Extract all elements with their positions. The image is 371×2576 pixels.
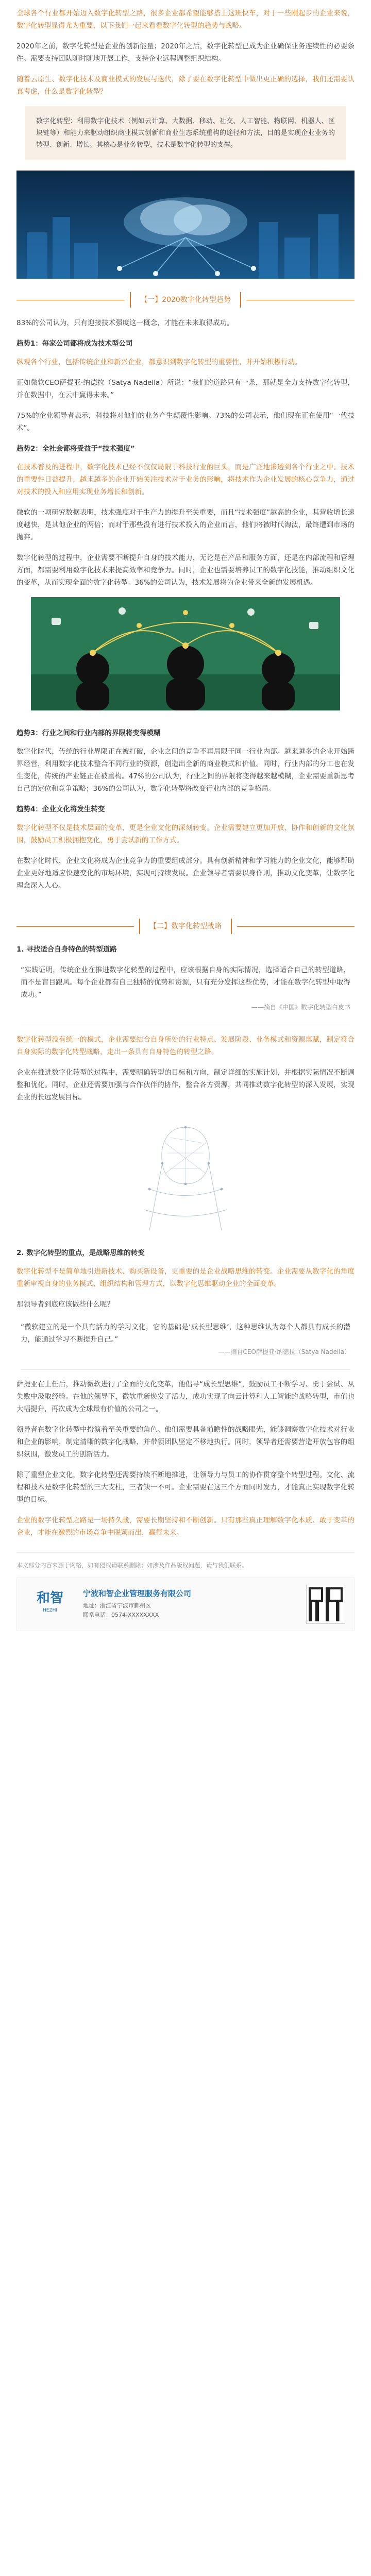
trend-4-title: 趋势4：企业文化将发生转变	[16, 805, 105, 814]
trend-2-orange-paragraph: 在技术普及的进程中，数字化技术已经不仅仅局限于科技行业的巨头，而是广泛地渗透到各个行业之中。技术的重要性日益提升，越来越多的企业开始关注技术对于业务的影响，将技术作为企业发展的核心竞争力，通过对技术的投入和应用实现业务增长和创新。	[16, 463, 355, 496]
trend-4-paragraph-1: 在数字化时代，企业文化将成为企业竞争力的重要组成部分。具有创新精神和学习能力的企业文化，能够帮助企业更好地适应快速变化的市场环境，实现可持续发展。企业领导者需要以身作则，推动文化变革，让数字化理念深入人心。	[16, 857, 355, 890]
trend-3-paragraph-1: 数字化时代，传统的行业界限正在被打破，企业之间的竞争不再局限于同一行业内部。越来越多的企业开始跨界经营，利用数字化技术整合不同行业的资源，创造出全新的商业模式和价值。同时，行业内部的分工也在发生变化，传统的产业链正在被重构。47%的公司认为，行业之间的界限将变得越来越模糊，企业需要重新思考自己的定位和竞争策略；36%的公司认为，数字化转型将改变行业内部的竞争格局。	[16, 748, 355, 793]
intro-section	[0, 7, 371, 98]
quote-source: ——摘自CEO萨提亚·纳德拉（Satya Nadella）	[218, 1348, 350, 1355]
section-title-trends	[16, 292, 355, 308]
company-address: 地址：浙江省宁波市鄞州区	[83, 1602, 151, 1609]
section-title-text: 【一】2020数字化转型趋势	[130, 292, 241, 308]
divider	[21, 1369, 350, 1370]
strategy-2-body-continued	[0, 1378, 371, 1539]
trend-2-title: 趋势2：全社会都将受益于“技术强度”	[16, 445, 135, 453]
intro-paragraph-3: 随着云原生、数字化技术及商业模式的发展与迭代，除了要在数字化转型中做出更正确的选择，我们还需要认真考虑，什么是数字化转型？	[16, 75, 355, 96]
trends-intro-text: 83%的公司认为，只有迎接技术强度这一概念，才能在未来取得成功。	[16, 319, 234, 327]
divider	[16, 926, 134, 927]
strategy-2-paragraph-2: 领导者在数字化转型中扮演着至关重要的角色。他们需要具备前瞻性的战略眼光，能够洞察数字化技术对行业和企业的影响，制定清晰的数字化战略，并带领团队坚定不移地执行。同时，领导者还需要营造开放包容的组织氛围，激发员工的创新活力。	[16, 1426, 355, 1459]
section-title-strategy	[16, 919, 355, 934]
strategy-1-orange-paragraph: 数字化转型没有统一的模式，企业需要结合自身所处的行业特点、发展阶段、业务模式和资源禀赋，制定符合自身实际的数字化转型战略，走出一条具有自身特色的转型之路。	[16, 1036, 355, 1056]
strategy-2-orange-paragraph: 数字化转型不是简单地引进新技术、购买新设备，更重要的是企业战略思维的转变。企业需要从数字化的角度重新审视自身的业务模式、组织结构和管理方式，以数字化思维驱动企业的全面变革。	[16, 1267, 355, 1288]
strategy-2-title: 2. 数字化转型的重点，是战略思维的转变	[16, 1249, 145, 1257]
trend-2-paragraph-2: 数字化转型的过程中，企业需要不断提升自身的技术能力，无论是在产品和服务方面，还是在内部流程和管理方面，都需要利用数字化技术来提高效率和竞争力。同时，企业也需要培养员工的数字化技能，推动组织文化的变革，从而实现全面的数字化转型。36%的公司认为，技术发展将为企业带来全新的发展机遇。	[16, 554, 355, 587]
trend-1-body	[0, 356, 371, 434]
strategy-2-body	[0, 1265, 371, 1311]
trend-1-orange-paragraph: 纵观各个行业，包括传统企业和新兴企业，都意识到数字化转型的重要性，并开始积极行动。	[16, 358, 302, 366]
strategy-2-quote	[21, 1319, 350, 1360]
strategy-1-quote	[21, 962, 350, 1015]
trend-4-orange-paragraph: 数字化转型不仅是技术层面的变革，更是企业文化的深刻转变。企业需要建立更加开放、协作和创新的文化氛围，鼓励员工积极拥抱变化，勇于尝试新的工作方式。	[16, 824, 355, 844]
divider	[237, 926, 355, 927]
strategy-2-paragraph-3: 除了重塑企业文化，数字化转型还需要持续不断地推进，让领导力与员工的协作贯穿整个转型过程。文化、流程和技术是数字化转型的三大支柱，三者缺一不可。企业需要在这三个方面同时发力，才能真正实现数字化转型的目标。	[16, 1471, 355, 1504]
company-name: 宁波和智企业管理服务有限公司	[83, 1589, 192, 1598]
logo-mark: 和智	[36, 1590, 63, 1606]
trend-1-quote-paragraph: 正如微软CEO萨提亚·纳德拉（Satya Nadella）所说：“我们的道路只有一条，那就是全力支持数字化转型，并在数据中，在云中赢得未来。”	[16, 379, 355, 399]
company-contact: 联系电话：0574-XXXXXXXX	[83, 1612, 159, 1618]
strategy-2-ending-paragraph: 企业的数字化转型之路是一场持久战，需要长期坚持和不断创新。只有那些真正理解数字化本质、敢于变革的企业，才能在激烈的市场竞争中脱颖而出，赢得未来。	[16, 1516, 355, 1537]
strategy-1-title: 1. 寻找适合自身特色的转型道路	[16, 945, 117, 954]
trend-1-stats-paragraph: 75%的企业领导者表示，科技将对他们的业务产生颠覆性影响。73%的公司表示，他们现在正在使用“一代技术”。	[16, 412, 355, 432]
trend-4-body	[0, 822, 371, 892]
logo-sub: HEZHI	[42, 1608, 58, 1613]
tech-cloud-photo	[16, 171, 355, 279]
trend-2-body	[0, 461, 371, 589]
trend-3-body	[0, 745, 371, 795]
strategy-2-question: 那领导者到底应该做些什么呢？	[16, 1300, 114, 1309]
intro-paragraph-2: 2020年之前，数字化转型是企业的创新能量；2020年之后，数字化转型已成为企业确保业务连续性的必要条件。需要支持团队随时随地开展工作，支持企业远程调整组织结构。	[16, 42, 355, 63]
company-logo	[26, 1586, 74, 1622]
footer	[16, 1552, 355, 1631]
strategy-1-body	[0, 1033, 371, 1104]
intro-paragraph-1: 全球各个行业都开始迈入数字化转型之路，很多企业都希望能够搭上这班快车，对于一些刚起步的企业来说，数字化转型显得尤为重要，以下我们一起来看看数字化转型的趋势与战略。	[16, 9, 355, 30]
section-title-text: 【二】数字化转型战略	[139, 919, 232, 934]
quote-source: ——摘自《中国》数字化转型白皮书	[251, 1004, 350, 1011]
strategy-1-paragraph-1: 企业在推进数字化转型的过程中，需要明确转型的目标和方向，制定详细的实施计划，并根据实际情况不断调整和优化。同时，企业还需要加强与合作伙伴的协作，整合各方资源，共同推动数字化转型的深入发展，实现企业的长远发展目标。	[16, 1069, 355, 1101]
quote-text: “微软建立的是一个具有活力的学习文化，它的基础是‘成长型思维’，这种思维认为每个人都具有成长的潜力，能通过学习不断提升自己。”	[21, 1323, 350, 1344]
network-heads-photo	[31, 597, 340, 710]
company-info	[83, 1589, 300, 1620]
trend-2-paragraph-1: 微软的一项研究数据表明，技术强度对于生产力的提升至关重要，而且“技术强度”越高的企业，其营收增长速度越快，是其他企业的两倍；而对于那些没有进行技术投入的企业而言，他们将被时代淘汰，最终遭到市场的抛弃。	[16, 509, 355, 541]
trend-1-title: 趋势1：每家公司都将成为技术型公司	[16, 340, 133, 348]
definition-bubble: 数字化转型：利用数字化技术（例如云计算、大数据、移动、社交、人工智能、物联网、机器人、区块链等）和能力来驱动组织商业模式创新和商业生态系统重构的途径和方法，目的是实现企业业务的转型、创新、增长。其核心是业务转型，技术是数字化转型的支撑。	[25, 106, 346, 160]
trends-intro	[0, 317, 371, 329]
quote-text: “实践证明，传统企业在推进数字化转型的过程中，应该根据自身的实际情况，选择适合自己的转型道路，而不是盲目跟风。每个企业都有自己独特的优势和资源，只有充分发挥这些优势，才能在数字化转型中取得成功。”	[21, 966, 350, 999]
copyright-note: 本文部分内容来源于网络，如有侵权请联系删除；如涉及作品版权问题，请与我们联系。	[16, 1562, 248, 1569]
strategy-2-paragraph-1: 萨提亚在上任后，推动微软进行了全面的文化变革，他倡导“成长型思维”，鼓励员工不断学习、勇于尝试、从失败中汲取经验。在他的领导下，微软重新焕发了活力，成功实现了向云计算和人工智能的战略转型，市值也大幅提升，再次成为全球最有价值的公司之一。	[16, 1380, 355, 1413]
company-card	[16, 1578, 355, 1631]
digital-human-photo	[57, 1112, 314, 1230]
qr-code-icon	[307, 1585, 345, 1623]
trend-3-title: 趋势3：行业之间和行业内部的界限将变得模糊	[16, 729, 161, 737]
